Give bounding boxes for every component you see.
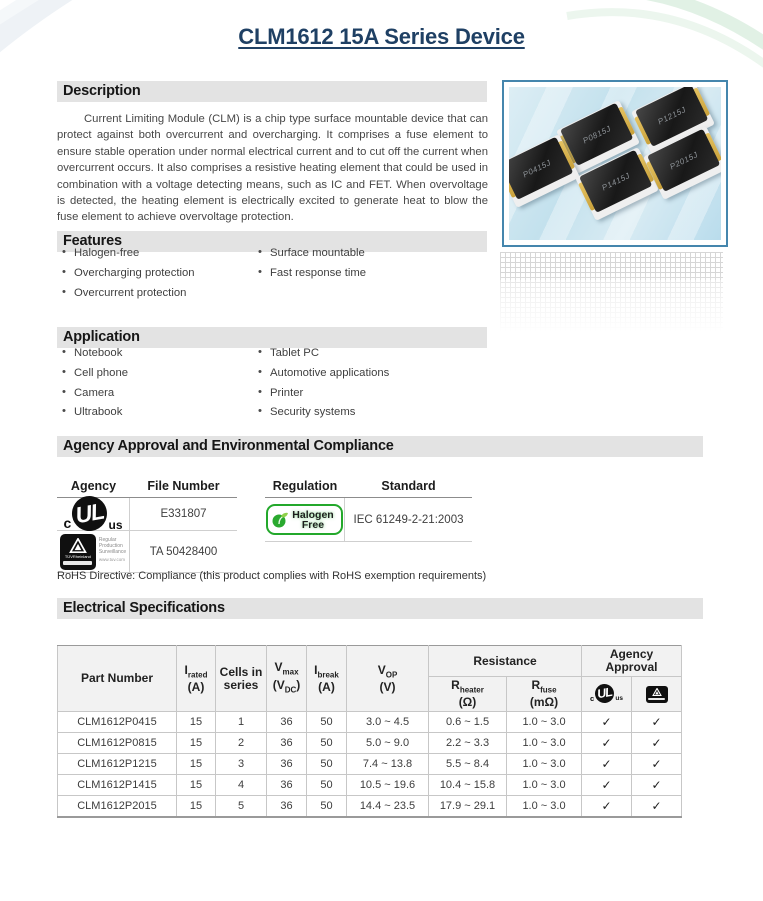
- spec-row: CLM1612P1215 15 3 36 50 7.4 ~ 13.8 5.5 ~ 8.4 1.0 ~ 3.0 ✓ ✓: [58, 754, 682, 775]
- section-heading-application: Application: [57, 327, 487, 348]
- tuv-approved-check: ✓: [632, 754, 682, 775]
- tuv-certification-icon: [646, 686, 668, 703]
- feature-item: • Halogen-free: [62, 247, 258, 259]
- spec-row: CLM1612P1415 15 4 36 50 10.5 ~ 19.6 10.4 ~ 15.8 1.0 ~ 3.0 ✓ ✓: [58, 775, 682, 796]
- standard-value: IEC 61249-2-21:2003: [345, 498, 472, 542]
- section-heading-agency: Agency Approval and Environmental Compliance: [57, 436, 703, 457]
- tuv-side-text: Regular Production Surveillance www.tuv.com: [98, 536, 127, 562]
- col-header-irated: $I_{rated}$ (A): [177, 646, 216, 712]
- tuv-approved-check: ✓: [632, 796, 682, 817]
- col-header-vop: $V_{OP}$ (V): [347, 646, 429, 712]
- col-header-part-number: Part Number: [58, 646, 177, 712]
- col-header-rheater: $R_{heater}$ (Ω): [429, 677, 507, 712]
- ul-approved-check: ✓: [582, 796, 632, 817]
- file-number-col-header: File Number: [130, 477, 237, 498]
- chip-label: P1215J: [656, 104, 688, 126]
- halogen-free-badge-icon: Halogen Free: [266, 504, 342, 535]
- part-number: CLM1612P0815: [58, 733, 177, 754]
- application-item: • Printer: [258, 387, 389, 399]
- tuv-approved-check: ✓: [632, 775, 682, 796]
- regulation-col-header: Regulation: [265, 477, 345, 498]
- feature-item: • Overcurrent protection: [62, 287, 258, 299]
- col-header-resistance: Resistance: [429, 646, 582, 677]
- feature-item: • Fast response time: [258, 267, 366, 279]
- col-header-vmax: $V_{max}$ $(V_{DC})$: [267, 646, 307, 712]
- agency-col-header: Agency: [57, 477, 130, 498]
- electrical-spec-table: [57, 645, 682, 818]
- part-number: CLM1612P0415: [58, 712, 177, 733]
- spec-row: CLM1612P2015 15 5 36 50 14.4 ~ 23.5 17.9 ~ 29.1 1.0 ~ 3.0 ✓ ✓: [58, 796, 682, 817]
- regulation-table: [265, 477, 472, 542]
- ul-certification-icon: c UL us: [63, 496, 122, 531]
- chip-label: P1415J: [600, 170, 632, 192]
- spec-row: CLM1612P0415 15 1 36 50 3.0 ~ 4.5 0.6 ~ 1.5 1.0 ~ 3.0 ✓ ✓: [58, 712, 682, 733]
- tuv-mark-cell: [57, 531, 130, 573]
- chip-label: P2015J: [668, 149, 700, 171]
- application-item: • Cell phone: [62, 367, 258, 379]
- halogen-free-cell: [265, 498, 345, 542]
- application-list: [62, 347, 389, 426]
- part-number: CLM1612P1415: [58, 775, 177, 796]
- application-item: • Automotive applications: [258, 367, 389, 379]
- ul-mark-cell: [57, 498, 130, 531]
- application-item: • Notebook: [62, 347, 258, 359]
- part-number: CLM1612P2015: [58, 796, 177, 817]
- section-heading-features: Features: [57, 231, 487, 252]
- col-header-agency-approval: Agency Approval: [582, 646, 682, 677]
- description-paragraph: Current Limiting Module (CLM) is a chip type surface mountable device that can protect against both overcurrent and overcharging. It comprises a fuse element to ensure stable operation under normal electrical current and to cut off the current when overcurrent occurs. It also comprises a resistive heating element that could be used in combination with a voltage detecting means, such as IC and FET. When overvoltage is detected, the heating element is electrically excited to generate heat to blow the fuse element to achieve overvoltage protection.: [57, 113, 488, 224]
- product-photo: [502, 80, 728, 247]
- ul-approved-check: ✓: [582, 754, 632, 775]
- ul-file-number: E331807: [130, 498, 237, 531]
- col-header-tuv-icon: [632, 677, 682, 712]
- page-title: CLM1612 15A Series Device: [238, 24, 525, 49]
- application-item: • Tablet PC: [258, 347, 389, 359]
- feature-item: • Overcharging protection: [62, 267, 258, 279]
- product-photo-background: [509, 87, 721, 240]
- chip-label: P0415J: [521, 157, 553, 179]
- ul-approved-check: ✓: [582, 775, 632, 796]
- part-number: CLM1612P1215: [58, 754, 177, 775]
- application-item: • Camera: [62, 387, 258, 399]
- ul-approved-check: ✓: [582, 712, 632, 733]
- features-list: [62, 247, 366, 306]
- ul-approved-check: ✓: [582, 733, 632, 754]
- chip-label: P0815J: [581, 123, 613, 145]
- tuv-file-number: TA 50428400: [130, 531, 237, 573]
- application-item: • Security systems: [258, 406, 389, 418]
- col-header-rfuse: $R_{fuse}$ (mΩ): [507, 677, 582, 712]
- ul-certification-icon: c UL us: [590, 684, 623, 703]
- section-heading-electrical: Electrical Specifications: [57, 598, 703, 619]
- section-heading-description: Description: [57, 81, 487, 102]
- tuv-certification-icon: TÜVRheinland: [60, 534, 96, 570]
- tuv-approved-check: ✓: [632, 712, 682, 733]
- standard-col-header: Standard: [345, 477, 472, 498]
- application-item: • Ultrabook: [62, 406, 258, 418]
- agency-file-table: [57, 477, 237, 573]
- col-header-ul-icon: [582, 677, 632, 712]
- tuv-approved-check: ✓: [632, 733, 682, 754]
- col-header-ibreak: $I_{break}$ (A): [307, 646, 347, 712]
- feature-item: • Surface mountable: [258, 247, 366, 259]
- dot-pattern-decoration: [500, 252, 723, 332]
- rohs-compliance-note: RoHS Directive: Compliance (this product complies with RoHS exemption requirements): [57, 570, 487, 582]
- spec-row: CLM1612P0815 15 2 36 50 5.0 ~ 9.0 2.2 ~ 3.3 1.0 ~ 3.0 ✓ ✓: [58, 733, 682, 754]
- col-header-cells: Cells in series: [216, 646, 267, 712]
